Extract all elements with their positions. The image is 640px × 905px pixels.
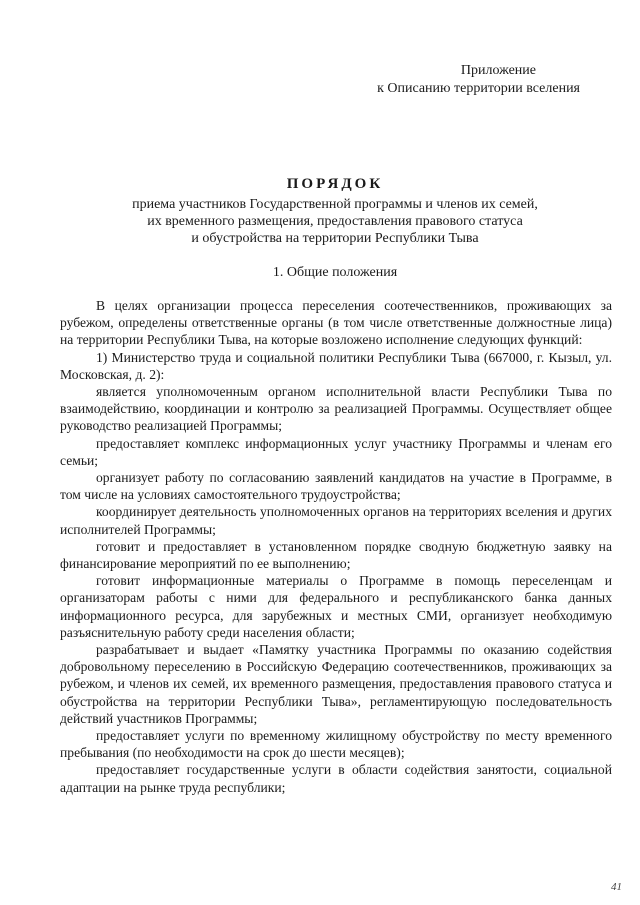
body-text (60, 297, 612, 796)
paragraph: организует работу по согласованию заявлений кандидатов на участие в Программе, в том числе на условиях самостоятельного трудоустройства; (60, 470, 612, 503)
subtitle-line: их временного размещения, предоставления правового статуса (147, 214, 523, 229)
paragraph: готовит и предоставляет в установленном порядке сводную бюджетную заявку на финансирование мероприятий по ее выполнению; (60, 538, 612, 572)
paragraph: разрабатывает и выдает «Памятку участника Программы по оказанию содействия добровольному переселению в Российскую Федерацию соотечественников, проживающих за рубежом, и членов их семей, их временного размещения, предоставления правового статуса и обустройства на территории Республики Тыва», регламентирующую последовательность действий участников Программы; (60, 642, 612, 726)
document-title: ПОРЯДОК (286, 176, 384, 192)
title-block (60, 174, 610, 247)
appendix-label: Приложение (460, 63, 536, 78)
subtitle-line: приема участников Государственной программы и членов их семей, (132, 197, 538, 212)
paragraph: предоставляет услуги по временному жилищному обустройству по месту временного пребывания (по необходимости на срок до шести месяцев); (60, 728, 612, 761)
subtitle-line: и обустройства на территории Республики Тыва (191, 231, 479, 246)
appendix-reference: к Описанию территории вселения (377, 81, 580, 96)
paragraph: готовит информационные материалы о Программе в помощь переселенцам и организаторам работы с ними для федерального и республиканского банка данных информационного ресурса, для зарубежных и местных СМИ, организует необходимую разъяснительную работу среди населения области; (60, 573, 612, 640)
paragraph: предоставляет комплекс информационных услуг участнику Программы и членам его семьи; (60, 435, 612, 468)
paragraph: В целях организации процесса переселения соотечественников, проживающих за рубежом, определены ответственные органы (в том числе ответственные должностные лица) на территории Республики Тыва, на которые возложено исполнение следующих функций: (60, 298, 612, 348)
paragraph: 1) Министерство труда и социальной политики Республики Тыва (667000, г. Кызыл, ул. Московская, д. 2): (60, 349, 612, 382)
paragraph: является уполномоченным органом исполнительной власти Республики Тыва по взаимодействию, координации и контролю за реализацией Программы. Осуществляет общее руководство реализацией Программы; (60, 384, 612, 434)
section-heading: 1. Общие положения (272, 265, 398, 280)
appendix-note (350, 62, 580, 98)
paragraph: координирует деятельность уполномоченных органов на территориях вселения и других исполнителей Программы; (60, 504, 612, 537)
page-number-mark: 41 (611, 881, 622, 893)
paragraph: предоставляет государственные услуги в области содействия занятости, социальной адаптации на рынке труда республики; (60, 762, 612, 795)
